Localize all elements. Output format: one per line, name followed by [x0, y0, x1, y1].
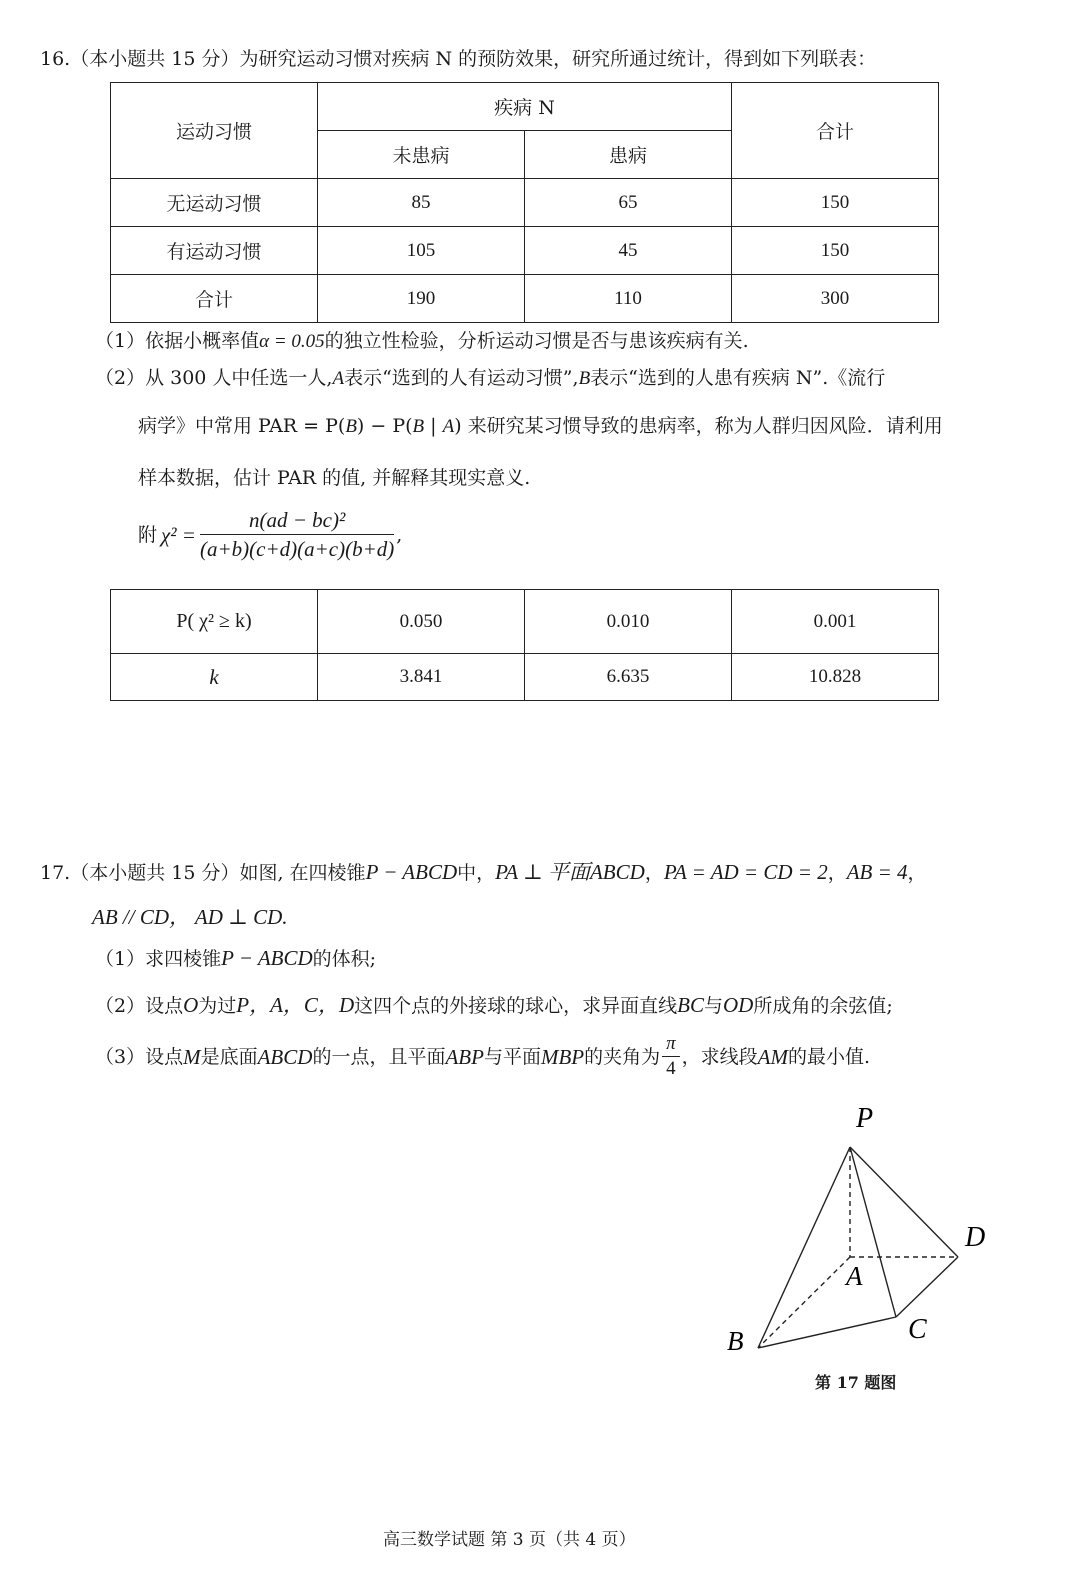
row-label-k: k [111, 654, 318, 701]
cell-value: 110 [525, 275, 732, 323]
table-corner-header: 运动习惯 [111, 83, 318, 179]
q17-part2: （2）设点O为过P，A，C，D这四个点的外接球的球心，求异面直线BC与OD所成角的余弦值; [95, 993, 893, 1017]
vertex-label-C: C [908, 1314, 927, 1345]
pyramid-figure [710, 1095, 1010, 1365]
cell-value: 300 [732, 275, 939, 323]
cell-value: 0.010 [525, 590, 732, 654]
cell-value: 85 [318, 179, 525, 227]
q16-part1: （1）依据小概率值α = 0.05的独立性检验，分析运动习惯是否与患该疾病有关. [95, 330, 749, 352]
edge-PC [850, 1147, 896, 1317]
table-row [111, 179, 939, 227]
edge-PD [850, 1147, 958, 1257]
q16-intro: 16.（本小题共 15 分）为研究运动习惯对疾病 N 的预防效果，研究所通过统计，得到如下列联表： [40, 48, 877, 70]
vertex-label-P: P [856, 1103, 874, 1134]
cell-value: 150 [732, 227, 939, 275]
cell-value: 105 [318, 227, 525, 275]
chi-square-critical-table [110, 589, 939, 701]
q17-part3: （3）设点 M 是底面 ABCD 的一点，且平面 ABP 与平面 MBP 的夹角为 $\frac{\pi}{4}$ ，求线段 AM 的最小值. [95, 1033, 871, 1079]
q17-conditions: AB // CD， AD ⊥ CD. [92, 905, 288, 929]
contingency-table [110, 82, 939, 323]
table-col-not-ill: 未患病 [318, 131, 525, 179]
vertex-label-D: D [965, 1222, 986, 1253]
table-col-ill: 患病 [525, 131, 732, 179]
q16-part2-line3: 样本数据，估计 PAR 的值, 并解释其现实意义. [138, 467, 531, 489]
angle-fraction: $\frac{\pi}{4}$ [662, 1034, 680, 1079]
cell-value: 3.841 [318, 654, 525, 701]
q17-intro: 17.（本小题共 15 分）如图, 在四棱锥P − ABCD中，PA ⊥ 平面ABCD，PA = AD = CD = 2，AB = 4， [40, 860, 927, 884]
q17-part1: （1）求四棱锥P − ABCD的体积; [95, 946, 377, 970]
cell-value: 0.050 [318, 590, 525, 654]
cell-value: 10.828 [732, 654, 939, 701]
cell-value: 150 [732, 179, 939, 227]
cell-value: 45 [525, 227, 732, 275]
vertex-label-A: A [846, 1261, 863, 1291]
formula-fraction [200, 508, 394, 561]
page-footer: 高三数学试题 第 3 页（共 4 页） [383, 1530, 636, 1550]
figure-caption: 第 17 题图 [815, 1373, 897, 1392]
edge-BC [758, 1317, 896, 1348]
chi-square-formula: 附 χ² = $\frac{\text{n(ad − bc)²}}{(a+b)(c+d)(a+c)(b+d)}$ , [138, 508, 403, 561]
table-row [111, 227, 939, 275]
q16-part2-line1: （2）从 300 人中任选一人,A表示“选到的人有运动习惯”,B表示“选到的人患有疾病 N”.《流行 [95, 367, 886, 389]
table-group-header: 疾病 N [318, 83, 732, 131]
edge-CD [896, 1257, 958, 1317]
table-row [111, 275, 939, 323]
row-label-probability: P( χ² ≥ k) [111, 590, 318, 654]
row-label: 无运动习惯 [111, 179, 318, 227]
formula-denominator: (a+b)(c+d)(a+c)(b+d) [199, 537, 395, 561]
formula-numerator: n(ad − bc)² [200, 508, 394, 535]
edge-AB-hidden [758, 1257, 850, 1348]
cell-value: 6.635 [525, 654, 732, 701]
vertex-label-B: B [727, 1326, 744, 1356]
cell-value: 190 [318, 275, 525, 323]
row-label: 合计 [111, 275, 318, 323]
alpha-value: α = 0.05 [259, 331, 325, 352]
table-total-header: 合计 [732, 83, 939, 179]
row-label: 有运动习惯 [111, 227, 318, 275]
q16-part2-line2: 病学》中常用 PAR = P(B) − P(B | A) 来研究某习惯导致的患病率，称为人群归因风险．请利用 [138, 415, 943, 437]
edge-PB [758, 1147, 850, 1348]
cell-value: 65 [525, 179, 732, 227]
cell-value: 0.001 [732, 590, 939, 654]
